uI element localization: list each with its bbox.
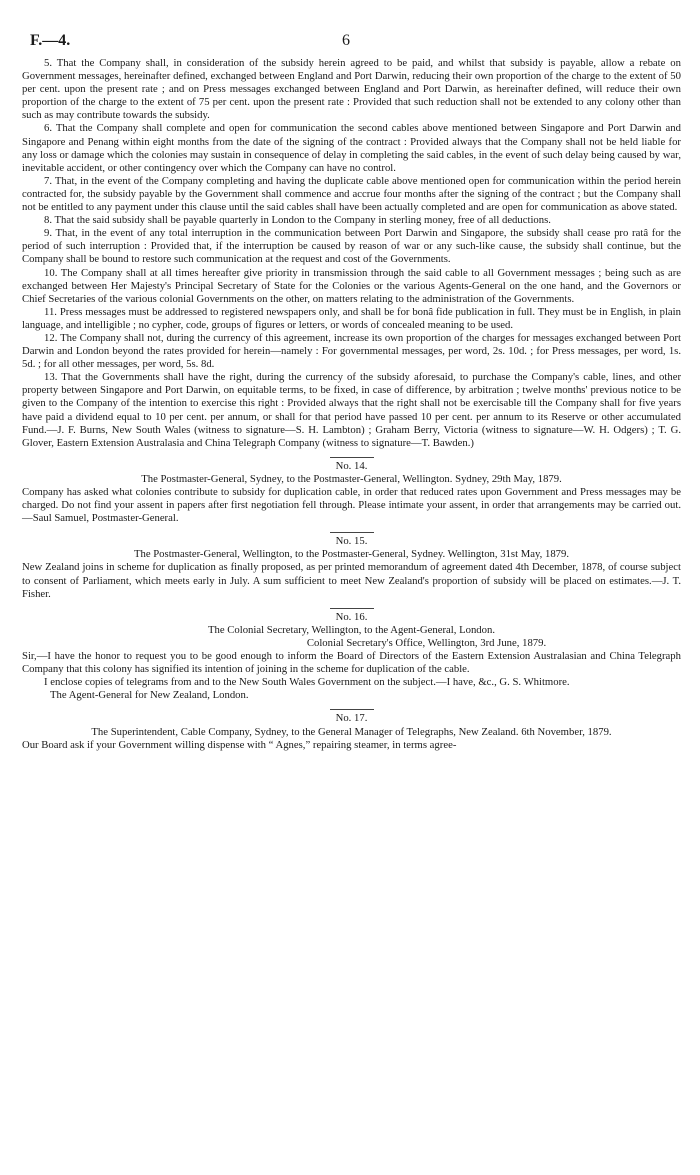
- telegram-heading: The Postmaster-General, Wellington, to the Postmaster-General, Sydney. Wellington, 31st May, 1879.: [133, 548, 570, 561]
- page-header: [22, 32, 681, 54]
- letter-body-enclosure: I enclose copies of telegrams from and to the New South Wales Government on the subject.—I have, &c., G. S. Whitmore.: [44, 676, 570, 689]
- letter-number: No. 16.: [335, 610, 368, 623]
- section-divider: [330, 709, 374, 710]
- telegram-body: Our Board ask if your Government willing dispense with “ Agnes,” repairing steamer, in terms agree-: [22, 738, 457, 751]
- paper-reference: F.—4.: [30, 32, 71, 49]
- telegram-heading: The Postmaster-General, Sydney, to the Postmaster-General, Wellington. Sydney, 29th May, 1879.: [141, 472, 562, 485]
- telegram-number: No. 17.: [335, 712, 368, 725]
- section-divider: [330, 457, 374, 458]
- letter-addressee: The Agent-General for New Zealand, London.: [50, 689, 249, 702]
- clause-10: 10. The Company shall at all times hereafter give priority in transmission through the said cable to all Government messages ; being such as are exchanged between Her Majesty's Principal Secretary of State for the Colonies or the various Agents-General on the one hand, and the Governors or Chief Secretaries of the various colonial Governments on the other, on matters relating to the administration of the Governments.: [22, 266, 681, 305]
- clause-7: 7. That, in the event of the Company completing and having the duplicate cable above mentioned open for communication within the period herein contracted for, the subsidy payable by the Government shall commence and accrue four months after the signing of the contract ; but the Company shall not be entitled to any payment under this clause until the said cables shall have been actually completed and are open for communication as above stated.: [22, 174, 681, 214]
- clause-11: 11. Press messages must be addressed to registered newspapers only, and shall be for bonâ fide publication in full. They must be in English, in plain language, and intelligible ; no cypher, code, groups of figures or letters, or words of concealed meaning to be used.: [22, 305, 681, 331]
- letter-office-date: Colonial Secretary's Office, Wellington, 3rd June, 1879.: [306, 636, 547, 649]
- clause-9: 9. That, in the event of any total interruption in the communication between Port Darwin and Singapore, the subsidy shall cease pro ratâ for the period of such interruption : Provided that, if the interruption be caused by reason of war or any such-like cause, the subsidy shall continue, but the Company shall be bound to restore such communication at the request and cost of the Governments.: [22, 227, 681, 266]
- telegram-number: No. 14.: [335, 459, 368, 472]
- clause-12: 12. The Company shall not, during the currency of this agreement, increase its own proportion of the charges for messages exchanged between Port Darwin and London beyond the rates provided for herein—namely : For governmental messages, per word, 2s. 10d. ; for Press messages, per word, 1s. 5d. ; for all other messages, per word, 5s. 8d.: [22, 331, 681, 371]
- letter-body: Sir,—I have the honor to request you to be good enough to inform the Board of Directors of the Eastern Extension Australasian and China Telegraph Company that this colony has signified its intention of joining in the scheme for duplication of the cable.: [22, 650, 681, 676]
- telegram-body: Company has asked what colonies contribute to subsidy for duplication cable, in order that reduced rates upon Government and Press messages may be charged. Do not find your assent in papers after first negotiation fell through. Please intimate your assent, in order that arrangements may be carried out.—Saul Samuel, Postmaster-General.: [22, 486, 681, 525]
- section-divider: [330, 532, 374, 533]
- clause-8: 8. That the said subsidy shall be payable quarterly in London to the Company in sterling money, free of all deductions.: [44, 214, 551, 227]
- telegram-number: No. 15.: [335, 535, 368, 548]
- page-number: 6: [342, 32, 350, 49]
- document-body: [22, 57, 681, 752]
- section-divider: [330, 608, 374, 609]
- telegram-heading: The Superintendent, Cable Company, Sydney, to the General Manager of Telegraphs, New Zealand. 6th November, 1879.: [91, 725, 612, 738]
- telegram-body: New Zealand joins in scheme for duplication as finally proposed, as per printed memorandum of agreement dated 4th December, 1878, of course subject to consent of Parliament, which meets early in July. A sum sufficient to meet New Zealand's proportion of subsidy will be placed on estimates.—J. T. Fisher.: [22, 561, 681, 600]
- clause-5: 5. That the Company shall, in consideration of the subsidy herein agreed to be paid, and whilst that subsidy is payable, allow a rebate on Government messages, hereinafter defined, exchanged between England and Port Darwin, reducing their own proportion of the charge to the extent of 50 per cent. upon the present rate ; and on Press messages exchanged between England and Port Darwin, as hereinafter defined, will reduce their own proportion of the charge to the extent of 75 per cent. upon the present rate : Provided that such reduction shall not be extended to any colony other than such as may contribute towards the subsidy.: [22, 57, 681, 122]
- letter-heading: The Colonial Secretary, Wellington, to the Agent-General, London.: [207, 623, 496, 636]
- clause-6: 6. That the Company shall complete and open for communication the second cables above mentioned between Singapore and Port Darwin and Singapore and Penang within eight months from the date of the signing of the contract : Provided always that the Company shall not be held liable for any loss or damage which the colonies may sustain in consequence of delay in completing the said cables, in the event of such delay being caused by war, inevitable accident, or other contingency over which the Company can have no control.: [22, 122, 681, 174]
- clause-13: 13. That the Governments shall have the right, during the currency of the subsidy aforesaid, to purchase the Company's cable, lines, and other property between Singapore and Port Darwin, on equitable terms, to be fixed, in case of difference, by arbitration ; twelve months' previous notice to be given to the Company of the intention to exercise this right : Provided always that the right shall not be exercisable till the Company shall for five years have paid a dividend equal to 10 per cent. per annum, or shall for that period have passed 10 per cent. per annum to its Reserve or other accumulated Fund.—J. F. Burns, New South Wales (witness to signature—S. H. Lambton) ; Graham Berry, Victoria (witness to signature—W. H. Odgers) ; T. G. Glover, Eastern Extension Australasia and China Telegraph Company (witness to signature—T. Bawden.): [22, 371, 681, 449]
